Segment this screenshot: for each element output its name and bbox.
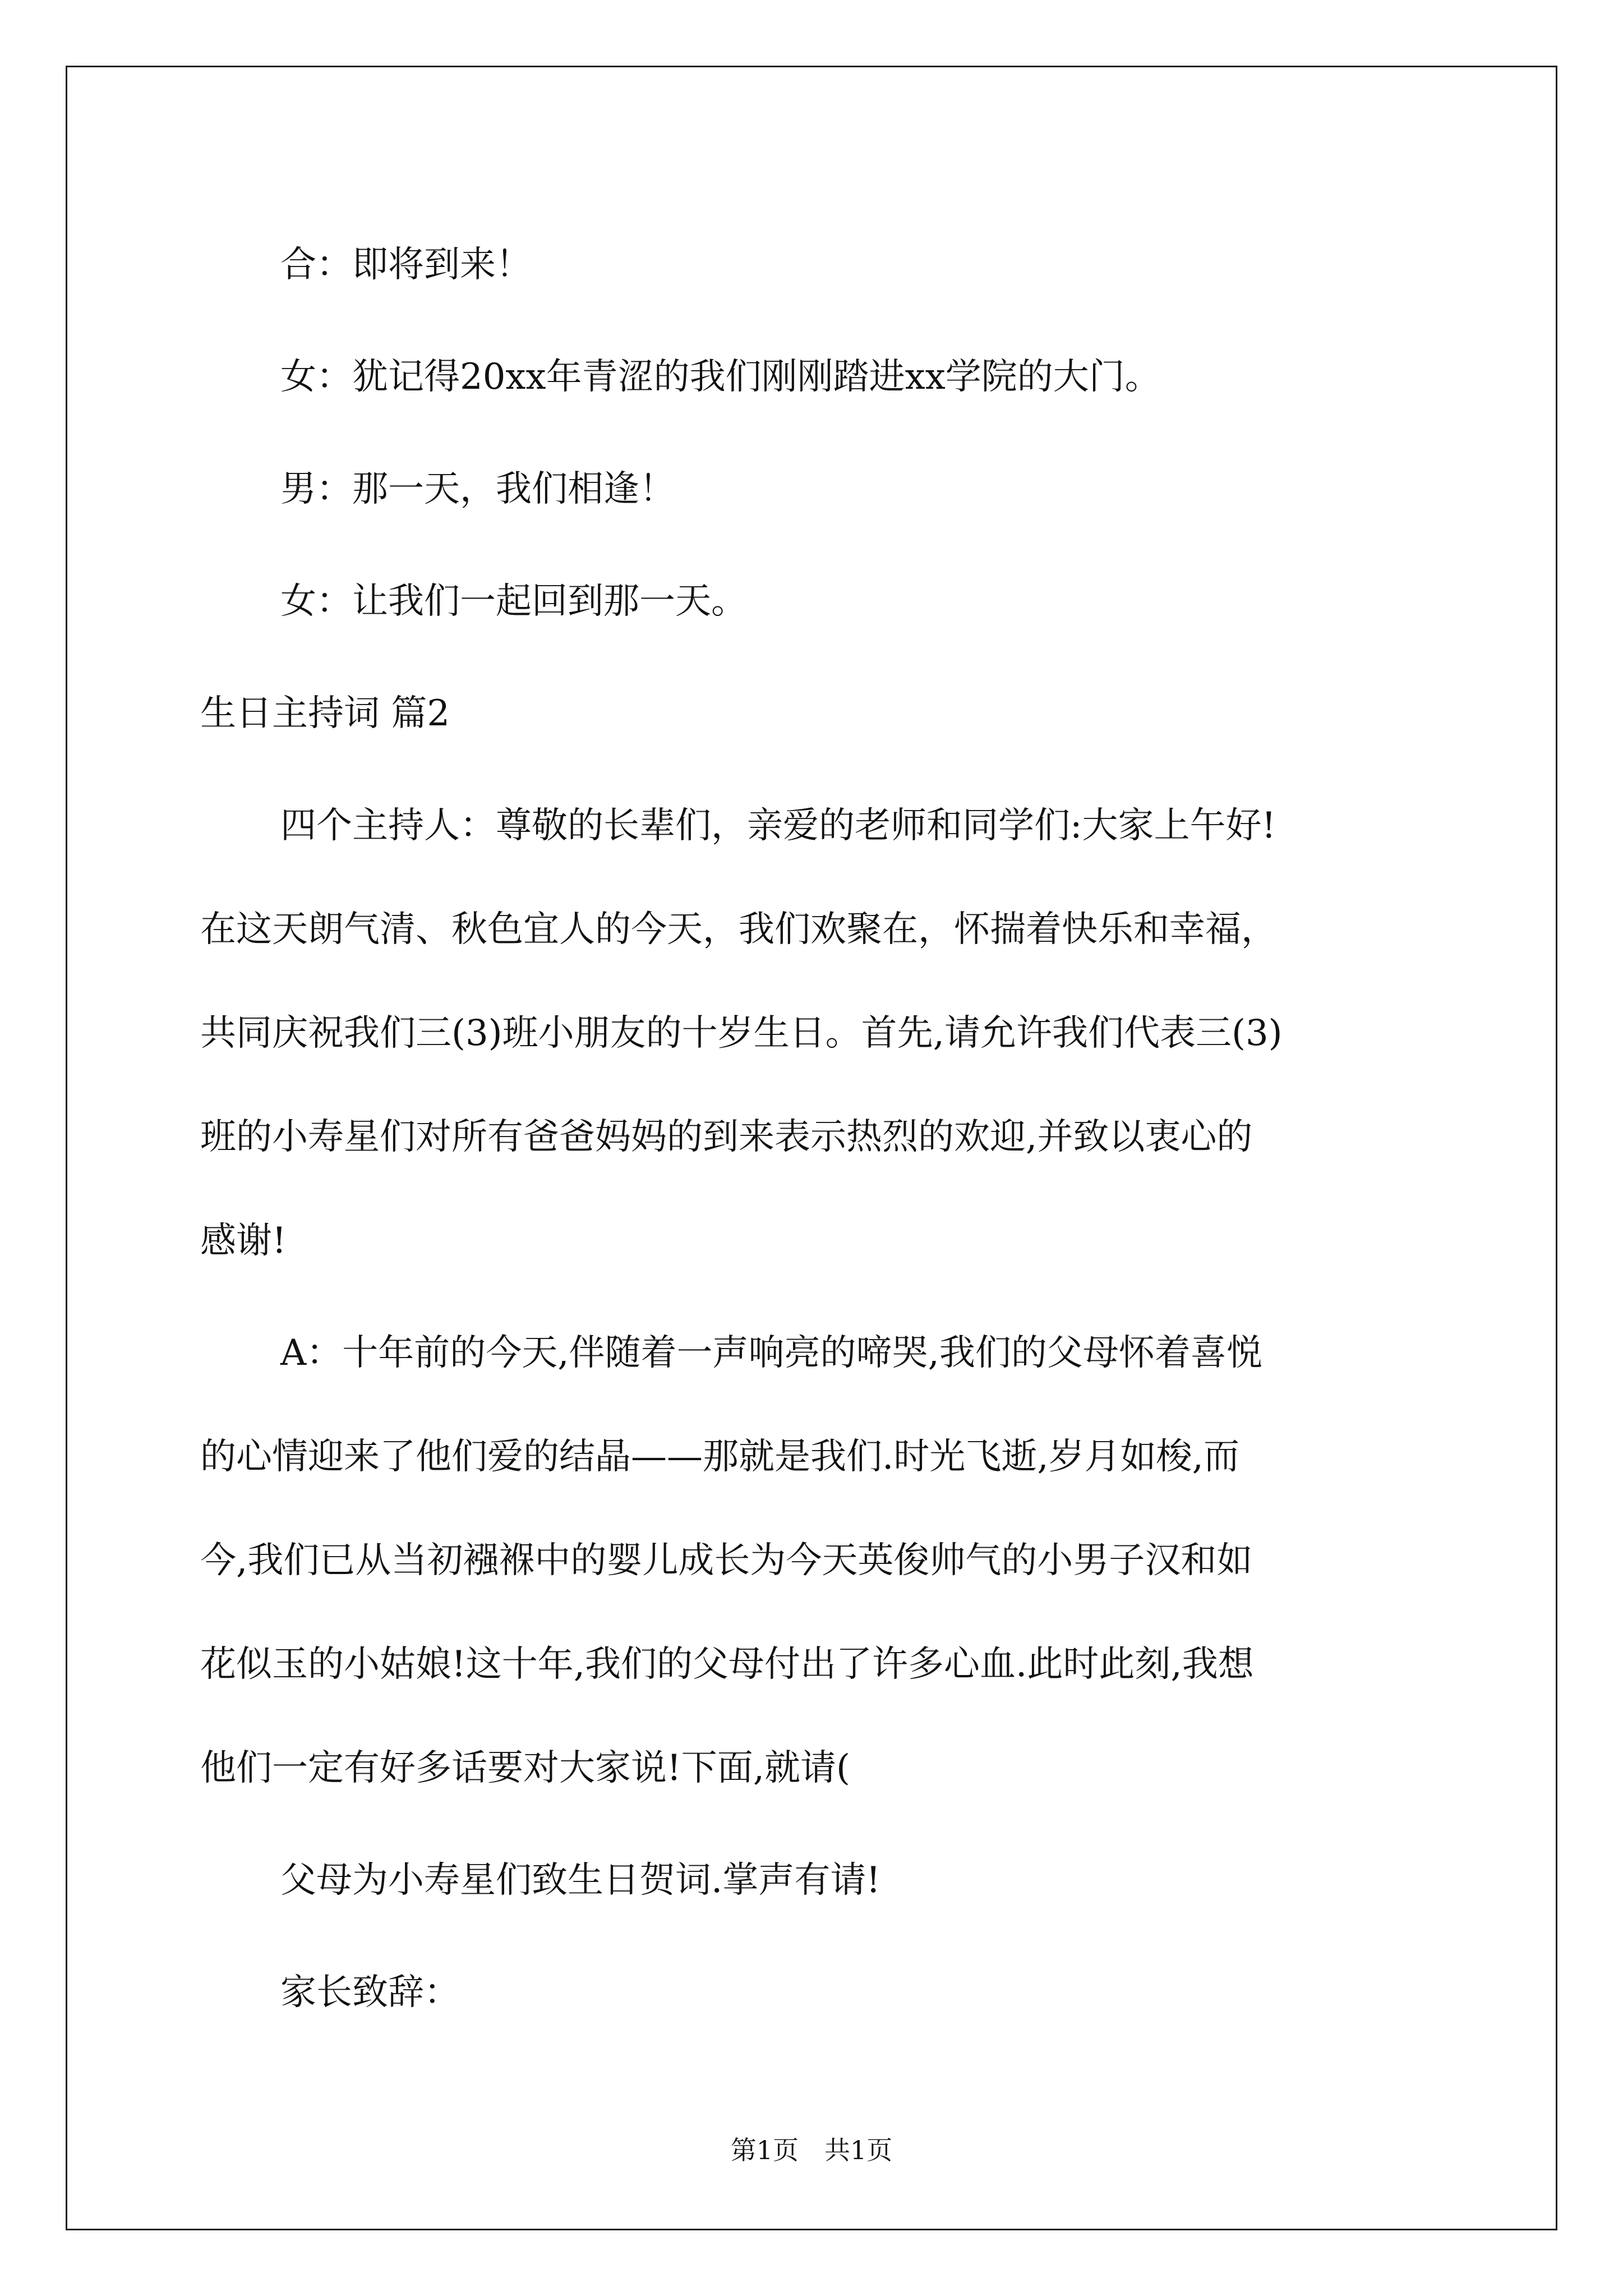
paragraph-female-2: 女：让我们一起回到那一天。 [280,581,747,622]
paragraph-invite-parents: 父母为小寿星们致生日贺词.掌声有请! [280,1860,881,1901]
text-line: 他们一定有好多话要对大家说!下面,就请( [200,1747,851,1789]
text-line: 共同庆祝我们三(3)班小朋友的十岁生日。首先,请允许我们代表三(3) [200,1013,1283,1054]
document-body [200,213,1473,2053]
page-number: 第1页 共1页 [730,2135,893,2165]
text-line: 今,我们已从当初襁褓中的婴儿成长为今天英俊帅气的小男子汉和如 [200,1540,1253,1581]
paragraph-chorus: 合：即将到来！ [280,244,532,286]
text-line: 四个主持人：尊敬的长辈们，亲爱的老师和同学们:大家上午好! [280,805,1276,846]
section-heading: 生日主持词 篇2 [200,693,450,734]
text-line: 感谢! [200,1220,287,1262]
paragraph-parent-speech: 家长致辞： [280,1972,460,2013]
text-line: 在这天朗气清、秋色宜人的今天，我们欢聚在，怀揣着快乐和幸福， [200,909,1277,950]
paragraph-intro [200,774,1473,1293]
text-line: 的心情迎来了他们爱的结晶——那就是我们.时光飞逝,岁月如梭,而 [200,1436,1240,1478]
paragraph-female-1: 女：犹记得20xx年青涩的我们刚刚踏进xx学院的大门。 [280,356,1161,398]
paragraph-host-a [200,1301,1473,1820]
paragraph-male-1: 男：那一天，我们相逢！ [280,468,675,510]
text-line: A：十年前的今天,伴随着一声响亮的啼哭,我们的父母怀着喜悦 [280,1332,1262,1374]
text-line: 班的小寿星们对所有爸爸妈妈的到来表示热烈的欢迎,并致以衷心的 [200,1116,1253,1158]
text-line: 花似玉的小姑娘!这十年,我们的父母付出了许多心血.此时此刻,我想 [200,1644,1254,1685]
